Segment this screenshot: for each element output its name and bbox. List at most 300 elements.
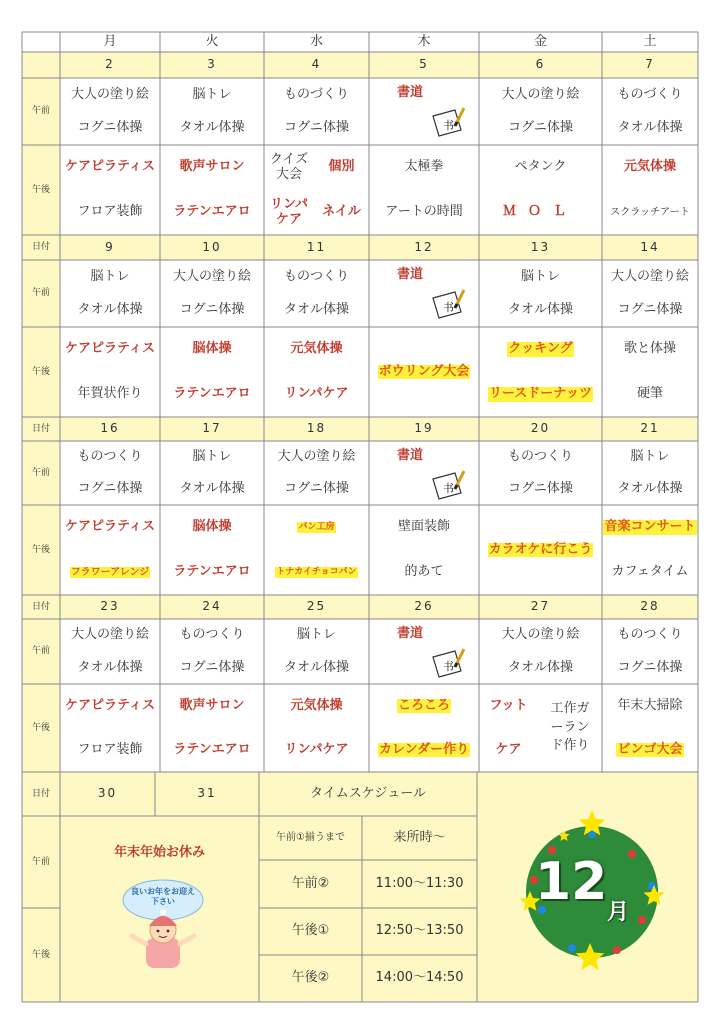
schedule-label [259,860,362,908]
activity-cell-text: タオル体操 [179,480,245,496]
activity-cell-text: リンパケア [269,196,309,227]
schedule-label [259,955,362,1002]
date-cell [160,417,264,441]
activity-cell [369,684,479,728]
activity-cell-text: 脳トレ [630,448,670,464]
activity-cell-text: 大人の塗り絵 [70,627,149,643]
date-cell-text: 16 [100,421,120,436]
activity-cell [602,78,698,112]
afternoon-label-text: 午後 [31,184,50,195]
morning-label [22,441,60,505]
activity-cell [602,728,698,772]
activity-cell [479,78,602,112]
activity-cell-text: カレンダー作り [378,741,470,757]
activity-cell [60,145,160,190]
activity-cell-text: 歌声サロン [179,697,245,713]
activity-cell-text: 脳トレ [192,86,232,102]
date-cell-text: 26 [414,599,434,614]
activity-cell-text: 脳体操 [192,519,232,535]
activity-cell [602,190,698,235]
activity-cell [264,78,369,112]
activity-cell [160,260,264,294]
activity-cell-text: 書道 [397,626,424,641]
activity-cell [602,260,698,294]
date-row-label-text: 日付 [31,601,50,612]
schedule-time-text: 来所時～ [393,829,446,845]
activity-cell-text: 歌声サロン [179,159,245,175]
activity-cell-text: 太極拳 [404,159,444,175]
afternoon-label [22,505,60,595]
schedule-time-text: 14:00～14:50 [375,970,464,986]
date-cell-text: 21 [640,421,660,436]
calligraphy-icon [429,106,465,138]
activity-cell-text: 歌と体操 [623,341,676,357]
date-cell-text: 31 [197,786,217,801]
activity-cell [160,728,264,772]
schedule-label-text: 午後① [291,923,330,939]
schedule-label [259,908,362,955]
date-cell-text: 24 [202,599,222,614]
activity-cell [60,441,160,473]
activity-cell [160,327,264,372]
activity-cell [60,684,160,728]
morning-label-text: 午前 [31,856,50,867]
date-cell [264,52,369,78]
activity-cell [479,294,602,327]
date-cell-text: 13 [530,239,551,254]
date-cell-text: 18 [306,421,327,436]
morning-label [22,619,60,684]
activity-cell [160,78,264,112]
activity-cell-text: タオル体操 [617,480,683,496]
activity-cell-text: コグニ体操 [284,480,349,496]
date-cell [602,235,698,260]
activity-cell-text: ラテンエアロ [173,204,251,220]
activity-cell [264,473,369,505]
activity-cell-text: 元気体操 [623,159,676,175]
activity-cell-text: タオル体操 [283,302,349,318]
activity-cell [60,473,160,505]
weekday-header [60,32,160,52]
activity-cell-text: ものづくり [283,86,349,102]
activity-cell-text: ものづくり [617,86,683,102]
activity-cell-text: リンパケア [284,741,349,757]
activity-cell-text: ものつくり [617,627,683,643]
activity-cell-text: 大人の塗り絵 [70,86,149,102]
weekday-header [369,32,479,52]
activity-cell-text: クイズ大会 [269,151,309,182]
date-cell [60,235,160,260]
weekday-header [264,32,369,52]
activity-cell [60,619,160,652]
activity-cell [479,684,538,728]
activity-cell [60,728,160,772]
activity-cell [479,112,602,145]
activity-cell [60,372,160,417]
activity-cell [264,112,369,145]
date-cell-text: 9 [105,239,115,254]
activity-cell [264,550,369,595]
activity-cell-text: ケアピラティス [65,697,155,713]
activity-cell-text: ものつくり [507,448,573,464]
activity-cell-text: タオル体操 [77,659,143,675]
afternoon-label-text: 午後 [31,949,50,960]
activity-cell [602,294,698,327]
activity-cell-text: 元気体操 [290,341,343,357]
date-cell-text: 3 [207,57,217,72]
activity-cell-text: タオル体操 [617,120,683,136]
schedule-time [362,860,477,908]
activity-cell [369,505,479,550]
activity-cell [264,652,369,684]
morning-label-text: 午前 [31,646,50,657]
morning-label [22,816,60,908]
date-row-label [22,772,60,816]
activity-cell-text: ケアピラティス [65,341,155,357]
schedule-title [259,772,477,816]
activity-cell [264,294,369,327]
activity-cell [369,550,479,595]
date-cell-text: 25 [306,599,327,614]
schedule-label-text: 午後② [291,970,330,986]
date-row-label [22,417,60,441]
month-unit: 月 [607,900,630,925]
activity-cell [479,728,538,772]
activity-cell-text: ケアピラティス [65,159,155,175]
activity-cell-text: アートの時間 [385,204,463,220]
activity-cell [264,327,369,372]
morning-label-text: 午前 [31,288,50,299]
activity-cell [264,441,369,473]
activity-cell [264,728,369,772]
activity-cell [602,619,698,652]
activity-cell-text: タオル体操 [77,302,143,318]
activity-cell [264,619,369,652]
activity-cell-text: コグニ体操 [77,480,143,496]
activity-cell-text: ものつくり [77,448,143,464]
afternoon-label [22,684,60,772]
activity-cell-text: タオル体操 [507,659,573,675]
header-corner [22,32,60,52]
weekday-header [160,32,264,52]
date-cell-text: 28 [640,599,660,614]
activity-cell [602,684,698,728]
schedule-label-text: 午前② [291,875,330,891]
activity-cell-text: コグニ体操 [617,659,683,675]
activity-cell [60,505,160,550]
activity-cell-text: ころころ [397,697,450,713]
date-cell [160,235,264,260]
activity-cell-text: フラワーアレンジ [70,566,150,578]
activity-cell-text: 個別 [328,159,355,175]
activity-cell [160,112,264,145]
activity-cell-text: ペタンク [514,159,567,175]
activity-cell [369,190,479,235]
weekday-header [479,32,602,52]
activity-cell-text: ビンゴ大会 [617,741,683,757]
date-cell [602,417,698,441]
activity-cell-text: タオル体操 [507,302,573,318]
activity-cell-text: スクラッチアート [610,206,690,218]
activity-cell [60,260,160,294]
activity-cell [160,294,264,327]
schedule-time [362,955,477,1002]
activity-cell-text: 大人の塗り絵 [501,86,580,102]
activity-cell [602,327,698,372]
date-cell-text: 20 [530,421,551,436]
weekday-header-text: 金 [533,33,547,49]
activity-cell-text: コグニ体操 [179,302,245,318]
date-cell-text: 10 [202,239,222,254]
date-cell-text: 14 [640,239,660,254]
activity-cell-text: リンパケア [284,386,349,402]
activity-cell-text: 書道 [397,267,424,282]
activity-cell [264,145,314,190]
activity-cell [314,145,369,190]
activity-cell-text: 大人の塗り絵 [172,268,251,284]
activity-cell [60,327,160,372]
date-cell-text: 4 [311,57,322,72]
activity-cell [264,190,314,235]
date-cell [155,772,259,816]
activity-cell-text: ものつくり [179,627,245,643]
activity-cell-text: 書道 [397,448,424,463]
activity-cell [264,372,369,417]
activity-cell [160,145,264,190]
date-cell [60,772,155,816]
activity-cell-text: リースドーナッツ [488,386,593,402]
afternoon-label [22,908,60,1002]
activity-cell-text: コグニ体操 [508,120,573,136]
activity-cell-text: フロア装飾 [77,741,143,757]
svg-text:书: 书 [443,301,454,314]
date-row-label [22,52,60,78]
date-cell [479,417,602,441]
activity-cell-text: 脳トレ [520,268,560,284]
morning-label [22,78,60,145]
activity-cell-text: 脳トレ [90,268,130,284]
activity-cell [264,260,369,294]
date-cell [60,595,160,619]
activity-cell [160,684,264,728]
weekday-header [602,32,698,52]
date-cell-text: 11 [306,239,327,254]
date-cell-text: 2 [105,57,115,72]
activity-cell-text: 工作ガーランド作り [550,700,590,754]
activity-cell-text: 脳トレ [192,448,232,464]
morning-label-text: 午前 [31,106,50,117]
activity-cell [479,145,602,190]
activity-cell [160,619,264,652]
activity-cell [479,473,602,505]
activity-cell [479,260,602,294]
activity-cell-text: 脳体操 [192,341,232,357]
date-cell [369,235,479,260]
schedule-title-text: タイムスケジュール [310,785,426,801]
date-row-label [22,235,60,260]
activity-cell [369,327,479,417]
activity-cell-text: ケアピラティス [65,519,155,535]
activity-cell [369,145,479,190]
activity-cell-text: フロア装飾 [77,204,143,220]
date-cell-text: 12 [414,239,434,254]
activity-cell [479,505,602,595]
activity-cell-text: コグニ体操 [508,480,573,496]
svg-text:书: 书 [443,119,454,132]
activity-cell [60,550,160,595]
morning-label [22,260,60,327]
activity-cell-text: パン工房 [298,522,335,533]
activity-cell [60,112,160,145]
activity-cell-text: 大人の塗り絵 [277,448,356,464]
activity-cell-text: タオル体操 [283,659,349,675]
activity-cell-text: 書道 [397,85,424,100]
activity-cell [538,684,602,772]
date-row-label-text: 日付 [31,242,50,253]
calligraphy-icon [429,469,465,501]
activity-cell-text: 的あて [404,564,444,580]
schedule-time-text: 12:50～13:50 [375,923,464,939]
date-cell [60,52,160,78]
date-cell [160,595,264,619]
activity-cell [160,550,264,595]
activity-cell-text: カフェタイム [611,564,689,580]
activity-cell-text: トナカイチョコパン [276,567,357,578]
activity-cell-text: コグニ体操 [179,659,245,675]
activity-cell-text: ボウリング大会 [378,363,470,379]
activity-cell-text: タオル体操 [179,120,245,136]
activity-cell [602,441,698,473]
activity-cell-text: クッキング [508,341,573,357]
schedule-time [362,816,477,860]
activity-cell-text: 大人の塗り絵 [501,627,580,643]
date-cell [264,235,369,260]
activity-cell [264,684,369,728]
activity-cell-text: コグニ体操 [77,120,143,136]
holiday-card-text: 良いお年をお迎え下さい [131,887,195,906]
date-cell [264,595,369,619]
activity-cell-text: フット [489,697,528,713]
activity-cell-text: ＭＯＬ [502,204,578,220]
activity-cell [369,728,479,772]
morning-label-text: 午前 [31,467,50,478]
activity-cell [602,372,698,417]
activity-cell-text: ラテンエアロ [173,741,251,757]
date-row-label [22,595,60,619]
date-cell [602,595,698,619]
afternoon-label-text: 午後 [31,544,50,555]
activity-cell-text: ものつくり [283,268,349,284]
activity-cell-text: ケア [495,741,522,757]
activity-cell-text: ラテンエアロ [173,564,251,580]
holiday-notice-text: 年末年始お休み [113,845,205,860]
activity-cell-text: カラオケに行こう [488,541,593,557]
activity-cell-text: ラテンエアロ [173,386,251,402]
weekday-header-text: 水 [309,33,323,49]
activity-cell [60,190,160,235]
calligraphy-icon [429,647,465,679]
date-cell-text: 5 [419,57,429,72]
date-cell-text: 17 [202,421,222,436]
activity-cell [479,441,602,473]
activity-cell [264,505,369,550]
activity-cell-text: コグニ体操 [617,302,683,318]
date-cell-text: 27 [530,599,551,614]
date-row-label-text: 日付 [31,788,50,799]
date-cell-text: 6 [535,57,546,72]
activity-cell [160,505,264,550]
date-cell [264,417,369,441]
activity-cell [60,652,160,684]
schedule-time [362,908,477,955]
schedule-label [259,816,362,860]
date-cell [369,52,479,78]
date-cell [160,52,264,78]
activity-cell [160,652,264,684]
svg-text:书: 书 [443,660,454,673]
date-cell [602,52,698,78]
activity-cell [479,652,602,684]
calligraphy-icon [429,288,465,320]
weekday-header-text: 月 [103,33,117,49]
date-cell-text: 7 [645,57,655,72]
activity-cell [602,505,698,550]
activity-cell-text: 大人の塗り絵 [610,268,689,284]
schedule-label-text: 午前①揃うまで [276,832,345,844]
activity-cell [602,112,698,145]
activity-cell-text: ネイル [322,204,361,220]
activity-cell-text: 元気体操 [290,697,343,713]
afternoon-label-text: 午後 [31,722,50,733]
weekday-header-text: 火 [205,33,219,49]
activity-cell [160,190,264,235]
date-cell-text: 30 [97,786,118,801]
activity-cell-text: 音楽コンサート [604,519,696,535]
activity-cell [160,473,264,505]
svg-text:书: 书 [443,482,454,495]
date-row-label-text: 日付 [31,423,50,434]
activity-cell [314,190,369,235]
activity-cell-text: 壁面装飾 [397,519,450,535]
activity-cell-text: コグニ体操 [284,120,349,136]
date-cell-text: 23 [100,599,120,614]
schedule-time-text: 11:00～11:30 [375,875,464,891]
activity-cell-text: 年末大掃除 [617,697,683,713]
date-cell [479,52,602,78]
afternoon-label [22,327,60,417]
activity-cell-text: 脳トレ [296,627,336,643]
afternoon-label [22,145,60,235]
activity-cell [602,652,698,684]
weekday-header-text: 木 [417,33,431,49]
date-cell [479,595,602,619]
activity-cell [479,372,602,417]
activity-cell [479,327,602,372]
date-cell [60,417,160,441]
activity-cell [479,619,602,652]
activity-cell [602,473,698,505]
weekday-header-text: 土 [643,33,657,49]
activity-cell [602,550,698,595]
date-cell [479,235,602,260]
activity-cell [60,294,160,327]
activity-cell [160,372,264,417]
date-cell [369,417,479,441]
afternoon-label-text: 午後 [31,366,50,377]
activity-cell-text: 硬筆 [636,386,663,402]
date-cell [369,595,479,619]
date-cell-text: 19 [414,421,434,436]
